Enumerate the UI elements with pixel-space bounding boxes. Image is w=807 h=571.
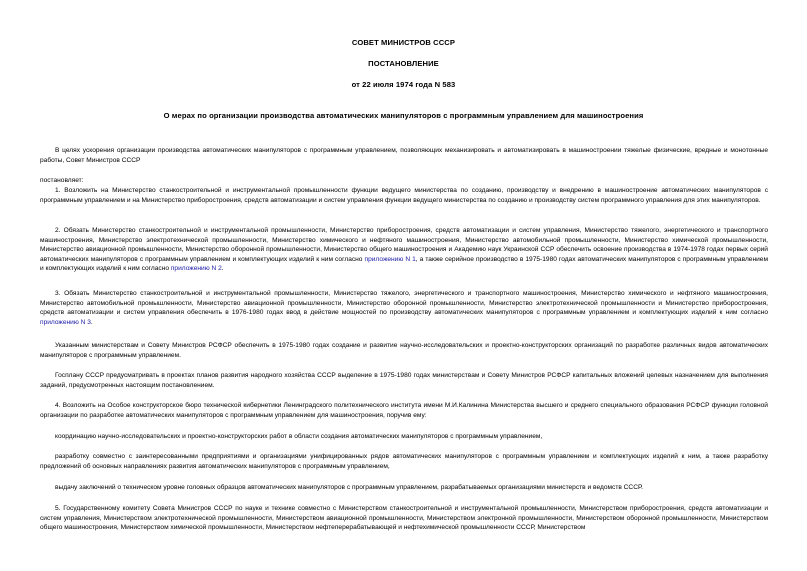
appendix-1-link[interactable]: приложению N 1 [364,255,416,263]
document-type: ПОСТАНОВЛЕНИЕ [368,59,439,68]
paragraph-3-text-b: . [90,318,93,326]
paragraph-2-text-a: 2. Обязать Министерство станкостроительной и инструментальной промышленности, Министерство приборостроения, средств автоматизации и систем управления, Министерство тяжелого, энергетического и транспортного машиностроения, Министерство электротехнической промышленности, Министерство химического и нефтяного машиностроения, Министерство автомобильной промышленности, Министерство химической промышленности, Министерство авиационной промышленности, Министерство оборонной промышленности, Министерство общего машиностроения и Академию наук Украинской ССР обеспечить освоение производства в 1974-1978 годах первых серий автоматических манипуляторов с программным управлением и комплектующих изделий к ним согласно [40,227,768,263]
paragraph-5: 5. Государственному комитету Совета Министров СССР по науке и технике совместно с Министерством станкостроительной и инструментальной промышленности, Министерством приборостроения, средств автоматизации и систем управления, Министерством электротехнической промышленности, Министерством авиационной промышленности, Министерством электронной промышленности, Министерством оборонной промышленности, Министерством общего машиностроения, Министерством химической промышленности, Министерством нефтеперерабатывающей и нефтехимической промышленности СССР, Министерством [40,505,768,531]
paragraph-3 [40,289,768,327]
paragraph-4-item-2: разработку совместно с заинтересованными предприятиями и организациями унифицированных рядов автоматических манипуляторов с программным управлением и комплектующих изделий к ним, а также разработку предложений об основных направлениях развития автоматических манипуляторов с программным управлением, [40,453,768,470]
document-date: от 22 июля 1974 года N 583 [351,80,456,89]
paragraph-1: 1. Возложить на Министерство станкостроительной и инструментальной промышленности функции ведущего министерства по созданию, производству и внедрению в машиностроение автоматических манипуляторов с программным управлением и на Министерство приборостроения, средств автоматизации и систем управления функции ведущего министерства по созданию и производству систем программного управления для этих манипуляторов. [40,187,768,204]
issuing-authority: СОВЕТ МИНИСТРОВ СССР [351,38,456,47]
preamble-paragraph: В целях ускорения организации производства автоматических манипуляторов с программным управлением, позволяющих механизировать и автоматизировать в машиностроении тяжелые физические, вредные и монотонные работы, Совет Министров СССР [40,147,768,164]
appendix-3-link[interactable]: приложению N 3 [40,318,91,326]
paragraph-4-item-1: координацию научно-исследовательских и проектно-конструкторских работ в области создания автоматических манипуляторов с программным управлением, [55,433,543,440]
paragraph-2 [40,226,768,274]
paragraph-3-text-a: 3. Обязать Министерство станкостроительной и инструментальной промышленности, Министерство тяжелого, энергетического и транспортного машиностроения, Министерство химического и нефтяного машиностроения, Министерство автомобильной промышленности, Министерство авиационной промышленности, Министерство оборонной промышленности, Министерство электротехнической промышленности и Министерство приборостроения, средств автоматизации и систем управления обеспечить в 1976-1980 годах ввод в действие мощностей по производству автоматических манипуляторов с программным управлением и комплектующих изделий к ним согласно [40,290,768,316]
paragraph-2-text-b: , а также серийное производство в 1975-1980 годах автоматических манипуляторов с программным управлением и комплектующих изделий к ним согласно [40,255,768,272]
paragraph-gosplan: Госплану СССР предусматривать в проектах планов развития народного хозяйства СССР выделение в 1975-1980 годах министерствам и Совету Министров РСФСР капитальных вложений целевых назначением для выполнения заданий, предусмотренных настоящим постановлением. [40,372,768,389]
document-title: О мерах по организации производства автоматических манипуляторов с программным управлением для машиностроения [163,111,644,120]
paragraph-2-text-c: . [221,265,224,272]
paragraph-4: 4. Возложить на Особое конструкторское бюро технической кибернетики Ленинградского политехнического института имени М.И.Калинина Министерства высшего и среднего специального образования РСФСР функции головной организации по разработке автоматических манипуляторов с программным управлением для машиностроения, поручив ему: [40,402,768,419]
resolves-label: постановляет: [40,177,84,184]
paragraph-4-item-3: выдачу заключений о техническом уровне головных образцов автоматических манипуляторов с программным управлением, разрабатываемых организациями министерств и ведомств СССР. [55,484,643,491]
paragraph-ministries: Указанным министерствам и Совету Министров РСФСР обеспечить в 1975-1980 годах создание и развитие научно-исследовательских и проектно-конструкторских организаций по разработке различных видов автоматических манипуляторов с программным управлением. [40,342,768,359]
appendix-2-link[interactable]: приложению N 2 [170,265,222,272]
